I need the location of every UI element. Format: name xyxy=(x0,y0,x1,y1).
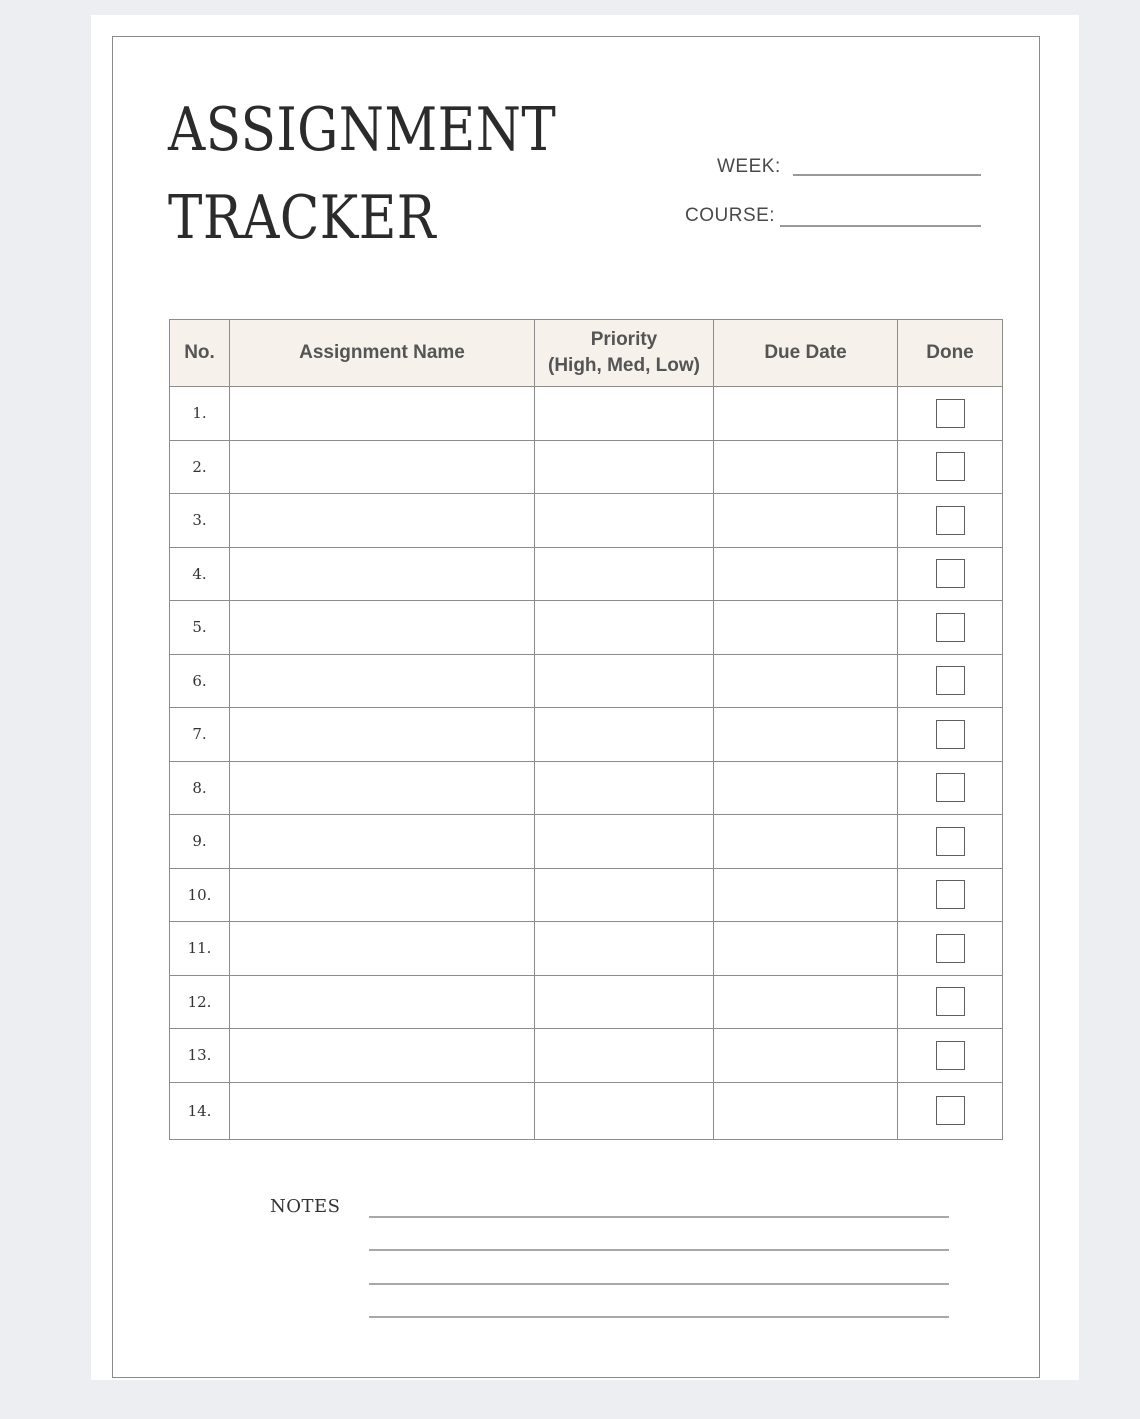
table-row xyxy=(170,975,1003,1029)
done-checkbox[interactable] xyxy=(936,773,965,802)
header-done: Done xyxy=(898,320,1003,387)
due-date-cell[interactable] xyxy=(714,1082,898,1139)
table-row xyxy=(170,761,1003,815)
due-date-cell[interactable] xyxy=(714,975,898,1029)
due-date-cell[interactable] xyxy=(714,654,898,708)
done-checkbox[interactable] xyxy=(936,506,965,535)
due-date-cell[interactable] xyxy=(714,922,898,976)
priority-cell[interactable] xyxy=(535,761,714,815)
assignment-name-cell[interactable] xyxy=(230,494,535,548)
assignment-name-cell[interactable] xyxy=(230,868,535,922)
done-checkbox[interactable] xyxy=(936,1041,965,1070)
table-row xyxy=(170,387,1003,441)
table-row xyxy=(170,601,1003,655)
assignment-name-cell[interactable] xyxy=(230,440,535,494)
assignment-name-cell[interactable] xyxy=(230,1082,535,1139)
due-date-cell[interactable] xyxy=(714,708,898,762)
priority-cell[interactable] xyxy=(535,547,714,601)
notes-label: NOTES xyxy=(270,1196,341,1217)
assignment-name-cell[interactable] xyxy=(230,922,535,976)
priority-cell[interactable] xyxy=(535,494,714,548)
table-row xyxy=(170,868,1003,922)
done-cell xyxy=(898,494,1003,548)
row-number: 9. xyxy=(170,815,230,869)
done-cell xyxy=(898,815,1003,869)
priority-cell[interactable] xyxy=(535,815,714,869)
header-no: No. xyxy=(170,320,230,387)
done-checkbox[interactable] xyxy=(936,452,965,481)
row-number: 1. xyxy=(170,387,230,441)
note-line[interactable] xyxy=(369,1283,949,1285)
done-cell xyxy=(898,654,1003,708)
table-row xyxy=(170,494,1003,548)
done-cell xyxy=(898,440,1003,494)
done-cell xyxy=(898,547,1003,601)
header-assignment-name: Assignment Name xyxy=(230,320,535,387)
done-cell xyxy=(898,601,1003,655)
row-number: 8. xyxy=(170,761,230,815)
header-priority-line1: Priority xyxy=(590,329,658,351)
done-checkbox[interactable] xyxy=(936,1096,965,1125)
done-checkbox[interactable] xyxy=(936,827,965,856)
priority-cell[interactable] xyxy=(535,654,714,708)
priority-cell[interactable] xyxy=(535,387,714,441)
assignment-name-cell[interactable] xyxy=(230,654,535,708)
table-header-row xyxy=(170,320,1003,387)
done-cell xyxy=(898,1082,1003,1139)
course-label: COURSE: xyxy=(685,205,776,226)
due-date-cell[interactable] xyxy=(714,494,898,548)
done-checkbox[interactable] xyxy=(936,399,965,428)
assignment-name-cell[interactable] xyxy=(230,547,535,601)
table-row xyxy=(170,547,1003,601)
row-number: 4. xyxy=(170,547,230,601)
done-checkbox[interactable] xyxy=(936,613,965,642)
row-number: 5. xyxy=(170,601,230,655)
table-row xyxy=(170,922,1003,976)
course-input-line[interactable] xyxy=(780,225,981,227)
due-date-cell[interactable] xyxy=(714,815,898,869)
week-label: WEEK: xyxy=(717,156,781,177)
assignment-name-cell[interactable] xyxy=(230,975,535,1029)
assignment-name-cell[interactable] xyxy=(230,815,535,869)
due-date-cell[interactable] xyxy=(714,1029,898,1083)
done-cell xyxy=(898,708,1003,762)
note-line[interactable] xyxy=(369,1316,949,1318)
row-number: 3. xyxy=(170,494,230,548)
header-due-date: Due Date xyxy=(714,320,898,387)
assignment-name-cell[interactable] xyxy=(230,761,535,815)
done-checkbox[interactable] xyxy=(936,720,965,749)
assignment-name-cell[interactable] xyxy=(230,601,535,655)
done-cell xyxy=(898,761,1003,815)
done-checkbox[interactable] xyxy=(936,934,965,963)
assignment-table xyxy=(169,319,1003,1140)
assignment-name-cell[interactable] xyxy=(230,1029,535,1083)
done-cell xyxy=(898,922,1003,976)
done-cell xyxy=(898,868,1003,922)
due-date-cell[interactable] xyxy=(714,601,898,655)
table-row xyxy=(170,654,1003,708)
done-checkbox[interactable] xyxy=(936,559,965,588)
row-number: 12. xyxy=(170,975,230,1029)
table-row xyxy=(170,1029,1003,1083)
done-cell xyxy=(898,975,1003,1029)
title-line-2: TRACKER xyxy=(168,183,437,253)
assignment-name-cell[interactable] xyxy=(230,708,535,762)
table-row xyxy=(170,708,1003,762)
priority-cell[interactable] xyxy=(535,1082,714,1139)
due-date-cell[interactable] xyxy=(714,547,898,601)
due-date-cell[interactable] xyxy=(714,868,898,922)
priority-cell[interactable] xyxy=(535,601,714,655)
priority-cell[interactable] xyxy=(535,975,714,1029)
priority-cell[interactable] xyxy=(535,922,714,976)
row-number: 2. xyxy=(170,440,230,494)
header-priority-line2: (High, Med, Low) xyxy=(548,355,700,376)
due-date-cell[interactable] xyxy=(714,387,898,441)
table-row xyxy=(170,815,1003,869)
priority-cell[interactable] xyxy=(535,868,714,922)
row-number: 7. xyxy=(170,708,230,762)
done-cell xyxy=(898,387,1003,441)
due-date-cell[interactable] xyxy=(714,761,898,815)
priority-cell[interactable] xyxy=(535,440,714,494)
note-line[interactable] xyxy=(369,1249,949,1251)
row-number: 11. xyxy=(170,922,230,976)
row-number: 14. xyxy=(170,1082,230,1139)
header-priority xyxy=(535,320,714,387)
done-checkbox[interactable] xyxy=(936,666,965,695)
priority-cell[interactable] xyxy=(535,708,714,762)
assignment-name-cell[interactable] xyxy=(230,387,535,441)
done-cell xyxy=(898,1029,1003,1083)
title-line-1: ASSIGNMENT xyxy=(168,95,557,165)
row-number: 6. xyxy=(170,654,230,708)
due-date-cell[interactable] xyxy=(714,440,898,494)
table-row xyxy=(170,1082,1003,1139)
table-row xyxy=(170,440,1003,494)
week-input-line[interactable] xyxy=(793,174,981,176)
done-checkbox[interactable] xyxy=(936,880,965,909)
row-number: 13. xyxy=(170,1029,230,1083)
note-line[interactable] xyxy=(369,1216,949,1218)
done-checkbox[interactable] xyxy=(936,987,965,1016)
priority-cell[interactable] xyxy=(535,1029,714,1083)
row-number: 10. xyxy=(170,868,230,922)
